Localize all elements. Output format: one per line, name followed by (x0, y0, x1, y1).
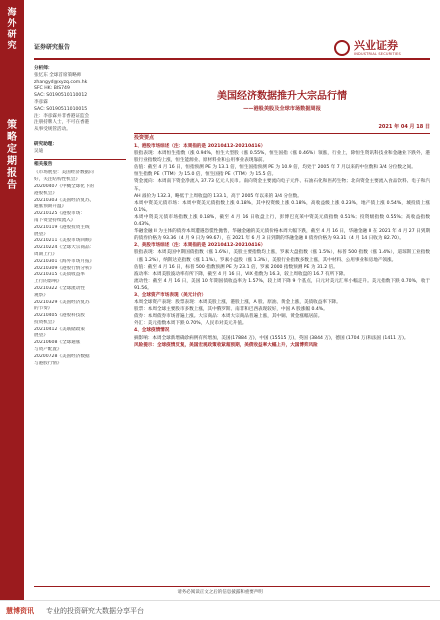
related-item[interactable]: 投资机会》 (34, 319, 57, 325)
section-paragraph: 估值：截至 4 月 16 日，恒指预测 PE 为 13.1 倍，恒生国指预测 PE 为 10.9 倍，均处于 2005 年 7 月以来的中位数和 3/4 分位数之间。 (134, 165, 416, 171)
related-label: 相关报告 (34, 161, 53, 167)
related-item[interactable]: 20210301《海外市场月报》 (34, 258, 95, 264)
section-paragraph: 本周中资美元债市场指数上涨 0.18%，截至 4 月 16 日收盘上行，彭博巴克莱中资美元债指数 0.51%；投资级指数 0.55%；高收益指数 0.43%。 (134, 214, 430, 228)
analyst-line: 注：李彦霖并非香港证监会 (34, 113, 90, 119)
related-item[interactable]: 20210211《美股市场回顾》 (34, 238, 95, 244)
section-paragraph: 资金流向：本周南下资金净流入 37.73 亿元人民币。南向资金主要流向电子元件、石油石化和医药生物；北向资金主要流入食品饮料、电子和汽车。 (134, 179, 430, 192)
risk-warning: 风险提示：全球疫情反复，美国宏观政策收紧超预期，美债收益率大幅上升，大国博弈风险 (134, 342, 318, 348)
page-subtitle: ——港股美股及全球市场数据周报 (243, 106, 321, 112)
header-rule (34, 58, 430, 60)
doc-type: 证券研究报告 (34, 44, 71, 51)
related-item[interactable]: 展望》 (34, 333, 48, 339)
related-item[interactable]: 20210309《港股行情分析》 (34, 265, 95, 271)
left-column (34, 64, 126, 367)
bottom-bar (0, 600, 440, 620)
summary-box (134, 133, 430, 349)
section-paragraph: 外汇：美元指数本周下跌 0.70%，人民币对美元升值。 (134, 321, 247, 327)
section-paragraph: 华融金融 II 为主体的债券本周遭遇恐慌性抛售，华融金融的美元债价格本周大幅下跌，截至 4 月 16 日，华融金融 II 在 2021 年 4 月 27 日到期的债券价格为 93.36（4 月 9 日为 99.67），在 2021 年 6 月 3 日到期的华融金融 II 债券价格为 93.31（4 月 14 日收为 82.70）。 (134, 229, 430, 242)
related-item[interactable]: 20210303《美国经济复苏， (34, 197, 95, 203)
related-item[interactable]: 20210329《美国经济复苏 (34, 299, 90, 305)
related-item[interactable]: 20210405《港股科技股 (34, 313, 85, 319)
section-paragraph: 股指表现：本周美国中期国债指数（涨 1.6%），美股主要指数均上涨，罗素大盘指数（涨 1.5%），标普 500 指数（涨 1.4%），道琼斯工业指数（涨 1.2%），纳斯达克指数（涨 1.1%）。罗素小盘股（涨 1.3%），美股行业指数多数上涨，其中材料、公用事业和房地产领涨。 (134, 250, 430, 263)
analyst-line: 张忆东 全球首席策略师 (34, 72, 82, 78)
related-item[interactable]: 《市场展望：美国经济数据向 (34, 170, 94, 176)
team-member: 吴迪 (34, 148, 44, 154)
logo-name: 兴业证券 (354, 39, 398, 52)
logo-sub: INDUSTRIAL SECURITIES (354, 52, 401, 56)
brand-slogan: 专业的投资研究大数据分享平台 (46, 607, 144, 615)
related-item[interactable]: 20210224《全球大宗商品： (34, 245, 95, 251)
section-paragraph: 本周中资美元债市场：本周中资美元债指数上涨 0.18%，其中投资级上涨 0.18%，高收益级上涨 0.23%，地产债上涨 0.54%，城投债上涨 0.1%。 (134, 200, 430, 213)
related-item[interactable]: 通胀预期升温》 (34, 204, 67, 210)
related-item[interactable]: 20210412《美联储政策 (34, 326, 85, 332)
sidebar-vertical-label: 策略定期报告 (7, 120, 17, 191)
related-item[interactable]: 20210125《港股市场： (34, 211, 85, 217)
section-paragraph: 摘影响：本周全球新增确诊病例有所增加，美国(17884 万)，中国 (15515 万)，英国 (3844 万)，德国 (1704 万)和法国 (1411 万)。 (134, 335, 409, 341)
related-item[interactable]: 与资产配置》 (34, 347, 62, 353)
summary-heading: 投资要点 (134, 135, 155, 141)
section-paragraph: AH 溢价为 132.3，略低于上周收盘的 133.1，高于 2005 年以来的 3/4 分位数。 (134, 193, 302, 199)
analyst-line: 从事受规管活动。 (34, 127, 71, 133)
related-item[interactable]: 展望》 (34, 231, 48, 237)
section-paragraph: 估值：截至 4 月 16 日，标普 500 指数预测 PE 为 23.1 倍，罗素 2000 指数预测 PE 为 31.2 倍。 (134, 264, 338, 270)
main-content (134, 70, 430, 349)
related-item[interactable]: 好，关注结构性机会》 (34, 177, 80, 183)
analyst-line: 注册持牌人士，不可在香港 (34, 120, 90, 126)
left-rule (34, 159, 126, 160)
section-paragraph: 波动率：本周美股波动率有所下降，截至 4 月 16 日，VIX 指数为 16.3，较上周收盘的 16.7 有所下降。 (134, 271, 348, 277)
analyst-line: SAC: S0190510110012 (34, 93, 88, 99)
section-heading: 3、全球资产市场表现（美元计价） (134, 292, 207, 298)
page-title: 美国经济数据推升大宗品行情 (217, 91, 347, 102)
section-heading: 4、全球疫情情况 (134, 328, 170, 334)
section-paragraph: 恒生指数 PE（TTM）为 15.0 倍，恒生国指 PE（TTM）为 15.5 倍。 (134, 172, 277, 178)
section-paragraph: 股指表现：本周恒生指数（涨 0.94%，恒生大型股（涨 0.55%，恒生国指（涨 0.46%）领涨，行业上，除恒生资讯科技业和金融业下跌外，港股行业指数均上涨，恒生能源业、原材料业和公用事业表现靠前。 (134, 151, 430, 164)
related-item[interactable]: 南下资金持续流入》 (34, 217, 76, 223)
related-item[interactable]: 观察》 (34, 292, 48, 298)
analyst-label: 分析师： (34, 66, 53, 71)
section-heading: 1、港股市场综述（注：本周指的是 20210412-20210416） (134, 144, 266, 149)
related-item[interactable]: 20210315《美债收益率 (34, 272, 85, 278)
footer-rule (34, 586, 430, 587)
related-item[interactable]: 20200407《中概全球化下的 (34, 183, 95, 189)
related-item[interactable]: 20210322《全球流动性 (34, 285, 85, 291)
related-item[interactable]: 周期上行》 (34, 251, 57, 257)
related-item[interactable]: 与港股行情》 (34, 360, 62, 366)
analyst-line: SFC HK: BIS749 (34, 86, 70, 92)
logo (334, 40, 432, 58)
related-item[interactable]: 20200728《美国经济数据 (34, 353, 90, 359)
team-label: 研究助理： (34, 141, 57, 147)
report-date: 2021 年 04 月 18 日 (378, 124, 430, 130)
analyst-line[interactable]: zhangyd@xyzq.com.hk (34, 79, 88, 85)
related-item[interactable]: 20210608《全球通胀 (34, 340, 81, 346)
footer-disclaimer: 请务必阅读正文之后的信息披露和重要声明 (177, 590, 263, 595)
sidebar-top-label: 海外研究 (7, 8, 17, 51)
sidebar (0, 0, 24, 600)
related-list (34, 170, 126, 367)
related-item[interactable]: 港股机会》 (34, 190, 57, 196)
analyst-line: 李彦霖 (34, 99, 48, 105)
logo-mark-icon (334, 40, 350, 56)
section-heading: 2、美股市场综述（注：本周指的是 20210412-20210416） (134, 243, 266, 249)
section-paragraph: 本周全球资产表现：股票表现：本周美股上涨，港股上涨，A 股、原油、黄金上涨，美债收益率下降。 (134, 300, 341, 306)
brand-logo[interactable]: 慧博资讯 (6, 607, 34, 615)
related-item[interactable]: 上行的影响》 (34, 279, 62, 285)
section-paragraph: 股票：本周全球主要股市多数上涨，其中俄罗斯、南非和巴西表现较好，中国 A 股涨幅 0.4%。 (134, 307, 328, 313)
analyst-line: SAC: S0190511010015 (34, 106, 88, 112)
section-paragraph: 流动性：截至 4 月 16 日，美国 10 年期国债收益率为 1.57%，较上周下降 9 个基点，日元对美元汇率小幅走升。美元指数下跌 0.70%，收于 91.56。 (134, 278, 430, 291)
related-item[interactable]: 的节奏》 (34, 306, 53, 312)
related-item[interactable]: 20210119《港股投资主线 (34, 224, 90, 230)
section-paragraph: 债券：本周债券市场普遍上涨。大宗商品：本周大宗商品普遍上涨，其中铜、黄金涨幅居前。 (134, 314, 323, 320)
